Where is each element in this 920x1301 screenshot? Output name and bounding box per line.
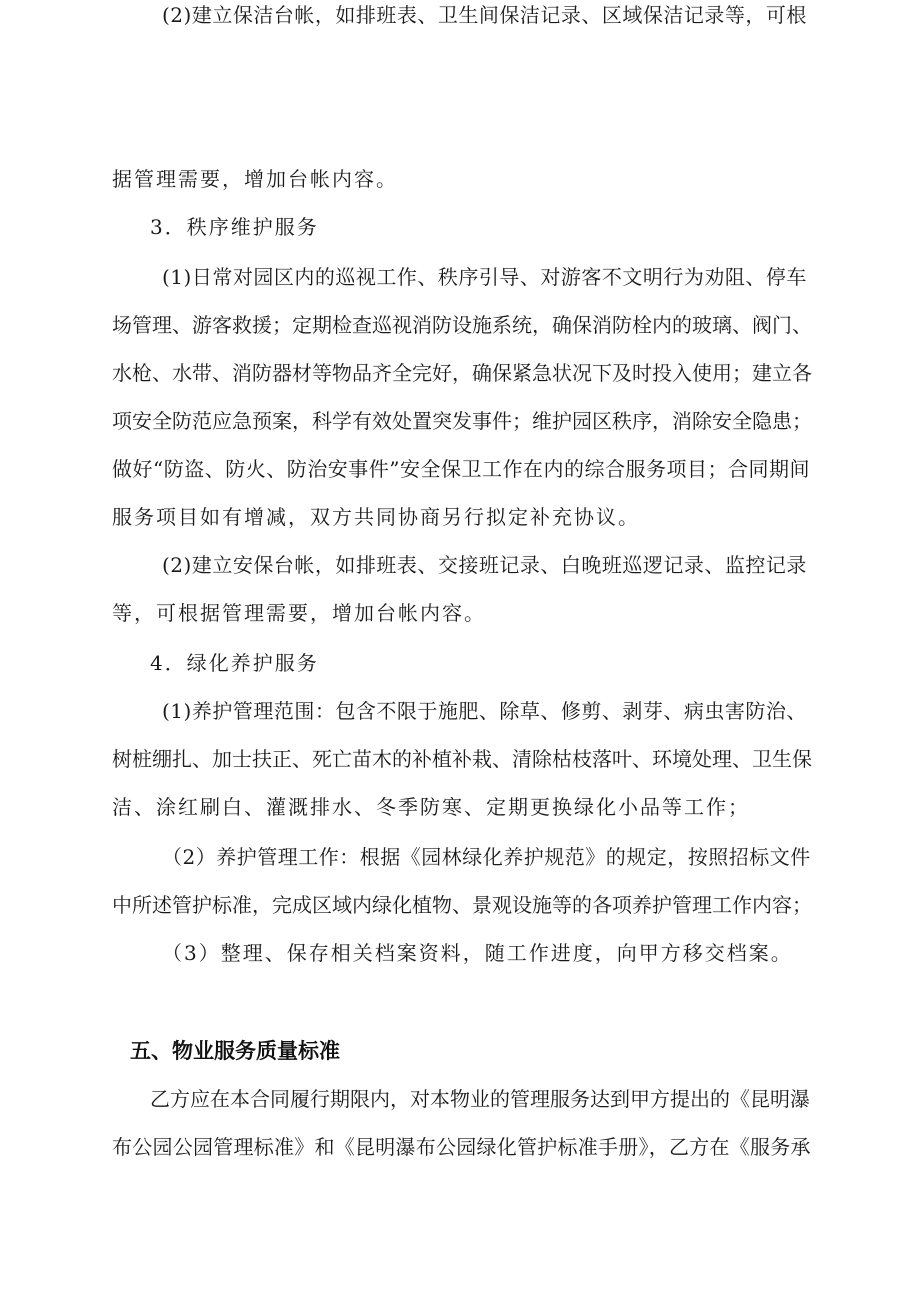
section-3-item-2-line-2: 等，可根据管理需要，增加台帐内容。	[112, 601, 486, 625]
section-3-item-1-line-4: 项安全防范应急预案，科学有效处置突发事件；维护园区秩序，消除安全隐患；	[112, 409, 812, 433]
section-3-item-1-line-5: 做好“防盗、防火、防治安事件”安全保卫工作在内的综合服务项目；合同期间	[112, 457, 810, 481]
cleaning-ledger-line-2: 据管理需要，增加台帐内容。	[112, 167, 398, 191]
section-3-title: 3．秩序维护服务	[150, 215, 319, 239]
section-5-heading: 五、物业服务质量标准	[130, 1039, 340, 1063]
cleaning-ledger-line-1: (2)建立保洁台帐，如排班表、卫生间保洁记录、区域保洁记录等，可根	[162, 3, 807, 27]
section-4-item-1-line-3: 洁、涂红刷白、灌溉排水、冬季防寒、定期更换绿化小品等工作；	[112, 795, 750, 819]
section-4-item-1-line-1: (1)养护管理范围：包含不限于施肥、除草、修剪、剥芽、病虫害防治、	[162, 699, 807, 723]
section-4-item-3: （3）整理、保存相关档案资料，随工作进度，向甲方移交档案。	[162, 941, 793, 965]
section-5-para-line-2: 布公园公园管理标准》和《昆明瀑布公园绿化管护标准手册》，乙方在《服务承	[112, 1135, 811, 1159]
section-3-item-1-line-1: (1)日常对园区内的巡视工作、秩序引导、对游客不文明行为劝阻、停车	[162, 265, 807, 289]
section-3-item-1-line-2: 场管理、游客救援；定期检查巡视消防设施系统，确保消防栓内的玻璃、阀门、	[112, 313, 812, 337]
section-4-item-2-line-1: （2）养护管理工作：根据《园林绿化养护规范》的规定，按照招标文件	[162, 845, 811, 869]
section-4-title: 4．绿化养护服务	[150, 651, 319, 675]
section-3-item-2-line-1: (2)建立安保台帐，如排班表、交接班记录、白晚班巡逻记录、监控记录	[162, 553, 807, 577]
section-3-item-1-line-3: 水枪、水带、消防器材等物品齐全完好，确保紧急状况下及时投入使用；建立各	[112, 361, 812, 385]
section-5-para-line-1: 乙方应在本合同履行期限内，对本物业的管理服务达到甲方提出的《昆明瀑	[150, 1087, 810, 1111]
section-4-item-2-line-2: 中所述管护标准，完成区域内绿化植物、景观设施等的各项养护管理工作内容；	[112, 893, 812, 917]
section-3-item-1-line-6: 服务项目如有增减，双方共同协商另行拟定补充协议。	[112, 505, 640, 529]
section-4-item-1-line-2: 树桩绷扎、加士扶正、死亡苗木的补植补栽、清除枯枝落叶、环境处理、卫生保	[112, 747, 812, 771]
